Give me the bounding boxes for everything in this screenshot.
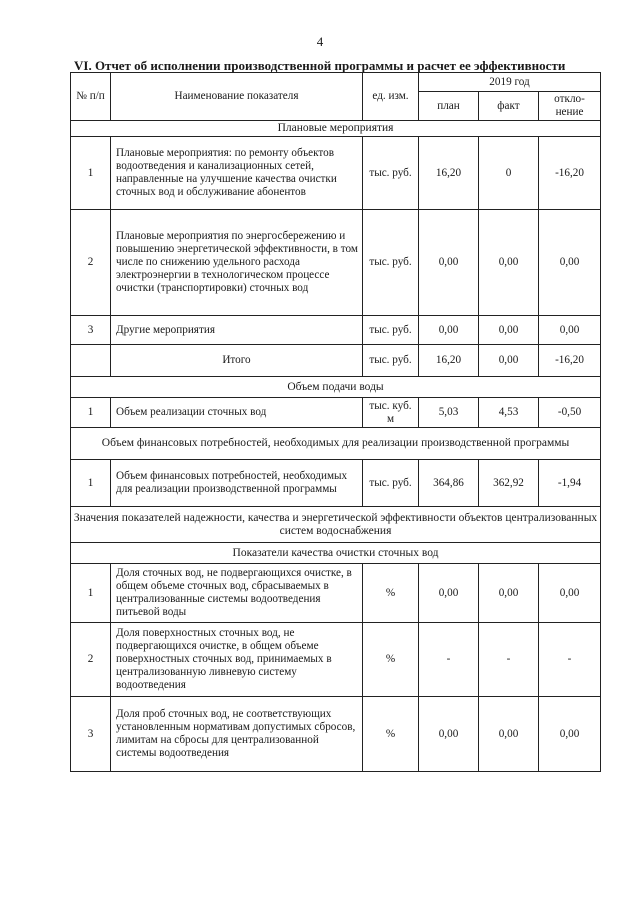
section-title: VI. Отчет об исполнении производственной программы и расчет ее эффективности xyxy=(74,58,566,73)
row-plan: 5,03 xyxy=(419,398,479,428)
row-fact: 362,92 xyxy=(479,460,539,507)
header-plan: план xyxy=(419,92,479,121)
section-header-row xyxy=(71,507,601,543)
row-num: 3 xyxy=(71,316,111,345)
row-num: 3 xyxy=(71,697,111,772)
row-fact: 0,00 xyxy=(479,697,539,772)
row-unit: тыс. руб. xyxy=(363,460,419,507)
total-num xyxy=(71,345,111,377)
table-row xyxy=(71,623,601,697)
table-row xyxy=(71,398,601,428)
row-fact: - xyxy=(479,623,539,697)
row-name: Доля сточных вод, не подвергающихся очистке, в общем объеме сточных вод, сбрасываемых в централизованные системы водоотведения питьевой воды xyxy=(111,564,363,623)
row-plan: 0,00 xyxy=(419,210,479,316)
page-number: 4 xyxy=(316,34,324,49)
table-row xyxy=(71,137,601,210)
row-plan: 364,86 xyxy=(419,460,479,507)
row-name: Доля проб сточных вод, не соответствующих установленным нормативам допустимых сбросов, лимитам на сбросы для централизованной системы водоотведения xyxy=(111,697,363,772)
row-plan: 0,00 xyxy=(419,316,479,345)
row-plan: 16,20 xyxy=(419,137,479,210)
header-row xyxy=(71,73,601,92)
table-row xyxy=(71,697,601,772)
row-name: Объем реализации сточных вод xyxy=(111,398,363,428)
header-name: Наименование показателя xyxy=(111,73,363,121)
row-fact: 0,00 xyxy=(479,564,539,623)
section-header-row xyxy=(71,428,601,460)
header-num: № п/п xyxy=(71,73,111,121)
table-row xyxy=(71,316,601,345)
row-deviation: 0,00 xyxy=(539,697,601,772)
row-fact: 0 xyxy=(479,137,539,210)
section-finance-title: Объем финансовых потребностей, необходимых для реализации производственной программы xyxy=(71,428,601,460)
row-plan: - xyxy=(419,623,479,697)
total-plan: 16,20 xyxy=(419,345,479,377)
row-num: 1 xyxy=(71,398,111,428)
row-unit: % xyxy=(363,697,419,772)
total-row xyxy=(71,345,601,377)
total-deviation: -16,20 xyxy=(539,345,601,377)
row-num: 1 xyxy=(71,460,111,507)
row-fact: 0,00 xyxy=(479,210,539,316)
row-name: Объем финансовых потребностей, необходимых для реализации производственной программы xyxy=(111,460,363,507)
total-fact: 0,00 xyxy=(479,345,539,377)
section-header-row xyxy=(71,377,601,398)
row-deviation: 0,00 xyxy=(539,564,601,623)
row-unit: тыс. куб. м xyxy=(363,398,419,428)
row-unit: тыс. руб. xyxy=(363,316,419,345)
report-table xyxy=(70,72,601,772)
row-name: Плановые мероприятия: по ремонту объектов водоотведения и канализационных сетей, направленные на улучшение качества очистки сточных вод и обслуживание абонентов xyxy=(111,137,363,210)
total-label: Итого xyxy=(111,345,363,377)
section-reliability-title: Значения показателей надежности, качества и энергетической эффективности объектов централизованных систем водоснабжения xyxy=(71,507,601,543)
row-num: 2 xyxy=(71,210,111,316)
table-row xyxy=(71,564,601,623)
total-unit: тыс. руб. xyxy=(363,345,419,377)
row-deviation: 0,00 xyxy=(539,316,601,345)
header-year: 2019 год xyxy=(419,73,601,92)
section-header-row xyxy=(71,543,601,564)
section-header-row xyxy=(71,121,601,137)
row-name: Плановые мероприятия по энергосбережению и повышению энергетической эффективности, в том числе по снижению удельного расхода электроэнергии в технологическом процессе очистки (транспортировки) сточных вод xyxy=(111,210,363,316)
row-deviation: - xyxy=(539,623,601,697)
row-deviation: -0,50 xyxy=(539,398,601,428)
header-fact: факт xyxy=(479,92,539,121)
row-deviation: 0,00 xyxy=(539,210,601,316)
row-num: 2 xyxy=(71,623,111,697)
row-unit: % xyxy=(363,564,419,623)
row-name: Другие мероприятия xyxy=(111,316,363,345)
table-row xyxy=(71,210,601,316)
section-volume-title: Объем подачи воды xyxy=(71,377,601,398)
row-unit: тыс. руб. xyxy=(363,137,419,210)
row-name: Доля поверхностных сточных вод, не подвергающихся очистке, в общем объеме поверхностных сточных вод, принимаемых в централизованную ливневую систему водоотведения xyxy=(111,623,363,697)
header-deviation: откло-нение xyxy=(539,92,601,121)
row-plan: 0,00 xyxy=(419,564,479,623)
row-unit: тыс. руб. xyxy=(363,210,419,316)
row-fact: 4,53 xyxy=(479,398,539,428)
table-row xyxy=(71,460,601,507)
row-deviation: -1,94 xyxy=(539,460,601,507)
row-unit: % xyxy=(363,623,419,697)
row-plan: 0,00 xyxy=(419,697,479,772)
row-deviation: -16,20 xyxy=(539,137,601,210)
header-unit: ед. изм. xyxy=(363,73,419,121)
row-num: 1 xyxy=(71,564,111,623)
section-quality-title: Показатели качества очистки сточных вод xyxy=(71,543,601,564)
row-num: 1 xyxy=(71,137,111,210)
row-fact: 0,00 xyxy=(479,316,539,345)
section-planned-title: Плановые мероприятия xyxy=(71,121,601,137)
